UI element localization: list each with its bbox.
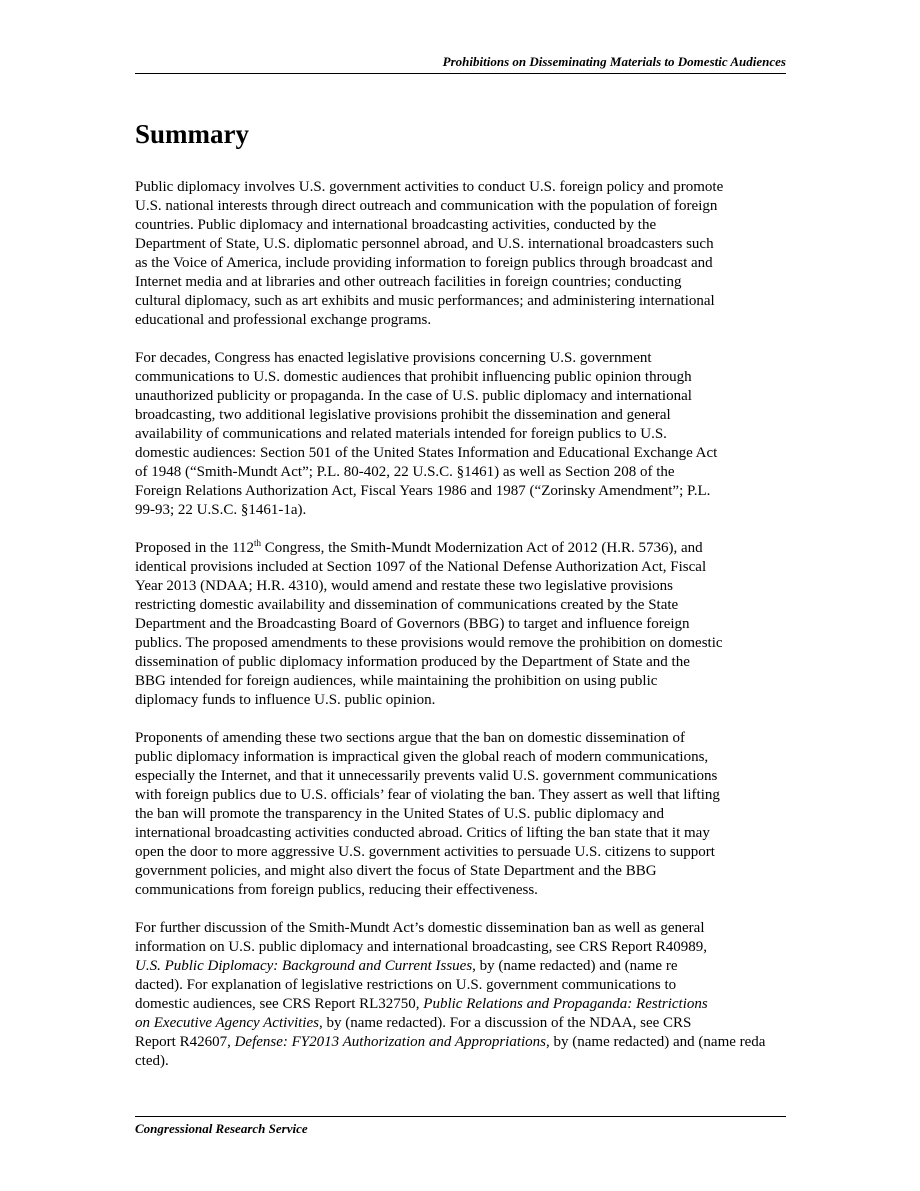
paragraph-1 [135,178,835,330]
paragraph-line [135,1033,835,1052]
text-run: , by (name redacted). For a discussion of the NDAA, see CRS [318,1015,692,1031]
paragraph-line: diplomacy funds to influence U.S. public opinion. [135,692,436,708]
paragraph-line: educational and professional exchange programs. [135,312,432,328]
paragraph-line: Year 2013 (NDAA; H.R. 4310), would amend and restate these two legislative provisions [135,578,673,594]
text-run: dacted). For explanation of legislative restrictions on U.S. government communications to [135,977,677,993]
paragraph-line: restricting domestic availability and dissemination of communications created by the State [135,597,679,613]
paragraph-line: Department and the Broadcasting Board of Governors (BBG) to target and influence foreign [135,616,690,632]
paragraph-line: government policies, and might also divert the focus of State Department and the BBG [135,863,657,879]
paragraph-3 [135,539,835,710]
paragraph-line: dissemination of public diplomacy information produced by the Department of State and the [135,654,690,670]
ordinal-suffix: th [254,538,262,548]
paragraph-line: identical provisions included at Section 1097 of the National Defense Authorization Act, Fiscal [135,559,707,575]
section-title: Summary [135,119,249,149]
report-title: Defense: FY2013 Authorization and Appropriations [234,1034,546,1050]
paragraph-line: availability of communications and related materials intended for foreign publics to U.S. [135,426,667,442]
text-run: cted). [135,1053,169,1069]
paragraph-line [135,539,835,558]
footer-label: Congressional Research Service [135,1121,308,1136]
text-run: Report R42607, [135,1034,235,1050]
paragraph-line: Internet media and at libraries and other outreach facilities in foreign countries; conducting [135,274,682,290]
paragraph-line: communications to U.S. domestic audiences that prohibit influencing public opinion through [135,369,692,385]
paragraph-line: BBG intended for foreign audiences, while maintaining the prohibition on using public [135,673,658,689]
text-run: , by (name redacted) and (name reda [546,1034,766,1050]
paragraph-line [135,1052,835,1071]
ordinal-text: Proposed in the 112 [135,540,255,556]
paragraph-5-references [135,919,835,1071]
paragraph-line: publics. The proposed amendments to these provisions would remove the prohibition on domestic [135,635,723,651]
paragraph-line: Department of State, U.S. diplomatic personnel abroad, and U.S. international broadcasters such [135,236,714,252]
line-continuation: Congress, the Smith-Mundt Modernization Act of 2012 (H.R. 5736), and [261,540,703,556]
paragraph-line: domestic audiences: Section 501 of the United States Information and Educational Exchange Act [135,445,718,461]
paragraph-line: For decades, Congress has enacted legislative provisions concerning U.S. government [135,350,652,366]
paragraph-line [135,938,835,957]
paragraph-line: unauthorized publicity or propaganda. In the case of U.S. public diplomacy and international [135,388,692,404]
paragraph-line: communications from foreign publics, reducing their effectiveness. [135,882,538,898]
paragraph-line: of 1948 (“Smith-Mundt Act”; P.L. 80-402, 22 U.S.C. §1461) as well as Section 208 of the [135,464,675,480]
paragraph-line [135,976,835,995]
paragraph-line: especially the Internet, and that it unnecessarily prevents valid U.S. government communications [135,768,718,784]
footer-divider [135,1116,786,1117]
text-run: information on U.S. public diplomacy and international broadcasting, see CRS Report R40989, [135,939,707,955]
paragraph-line: broadcasting, two additional legislative provisions prohibit the dissemination and general [135,407,671,423]
paragraph-line: the ban will promote the transparency in the United States of U.S. public diplomacy and [135,806,665,822]
paragraph-line: international broadcasting activities conducted abroad. Critics of lifting the ban state that it may [135,825,710,841]
report-title: U.S. Public Diplomacy: Background and Current Issues [135,958,473,974]
paragraph-line: cultural diplomacy, such as art exhibits and music performances; and administering international [135,293,715,309]
paragraph-2 [135,349,835,520]
paragraph-line: countries. Public diplomacy and international broadcasting activities, conducted by the [135,217,657,233]
paragraph-line: Foreign Relations Authorization Act, Fiscal Years 1986 and 1987 (“Zorinsky Amendment”; P.L. [135,483,711,499]
paragraph-line [135,995,835,1014]
paragraph-line [135,1014,835,1033]
paragraph-4 [135,729,835,900]
text-run: For further discussion of the Smith-Mundt Act’s domestic dissemination ban as well as general [135,920,705,936]
paragraph-line: open the door to more aggressive U.S. government activities to persuade U.S. citizens to support [135,844,715,860]
report-title: Public Relations and Propaganda: Restrictions [423,996,708,1012]
running-header: Prohibitions on Disseminating Materials to Domestic Audiences [442,54,786,69]
paragraph-line: as the Voice of America, include providing information to foreign publics through broadcast and [135,255,713,271]
paragraph-line: with foreign publics due to U.S. officials’ fear of violating the ban. They assert as well that lifting [135,787,720,803]
paragraph-line: Public diplomacy involves U.S. government activities to conduct U.S. foreign policy and promote [135,179,724,195]
header-divider [135,73,786,74]
text-run: , by (name redacted) and (name re [472,958,678,974]
paragraph-line: U.S. national interests through direct outreach and communication with the population of foreign [135,198,718,214]
report-title: on Executive Agency Activities [135,1015,319,1031]
paragraph-line: public diplomacy information is impractical given the global reach of modern communications, [135,749,709,765]
paragraph-line [135,957,835,976]
summary-body [135,178,835,1071]
text-run: domestic audiences, see CRS Report RL32750, [135,996,424,1012]
paragraph-line: Proponents of amending these two sections argue that the ban on domestic dissemination of [135,730,686,746]
paragraph-line [135,919,835,938]
paragraph-line: 99-93; 22 U.S.C. §1461-1a). [135,502,307,518]
